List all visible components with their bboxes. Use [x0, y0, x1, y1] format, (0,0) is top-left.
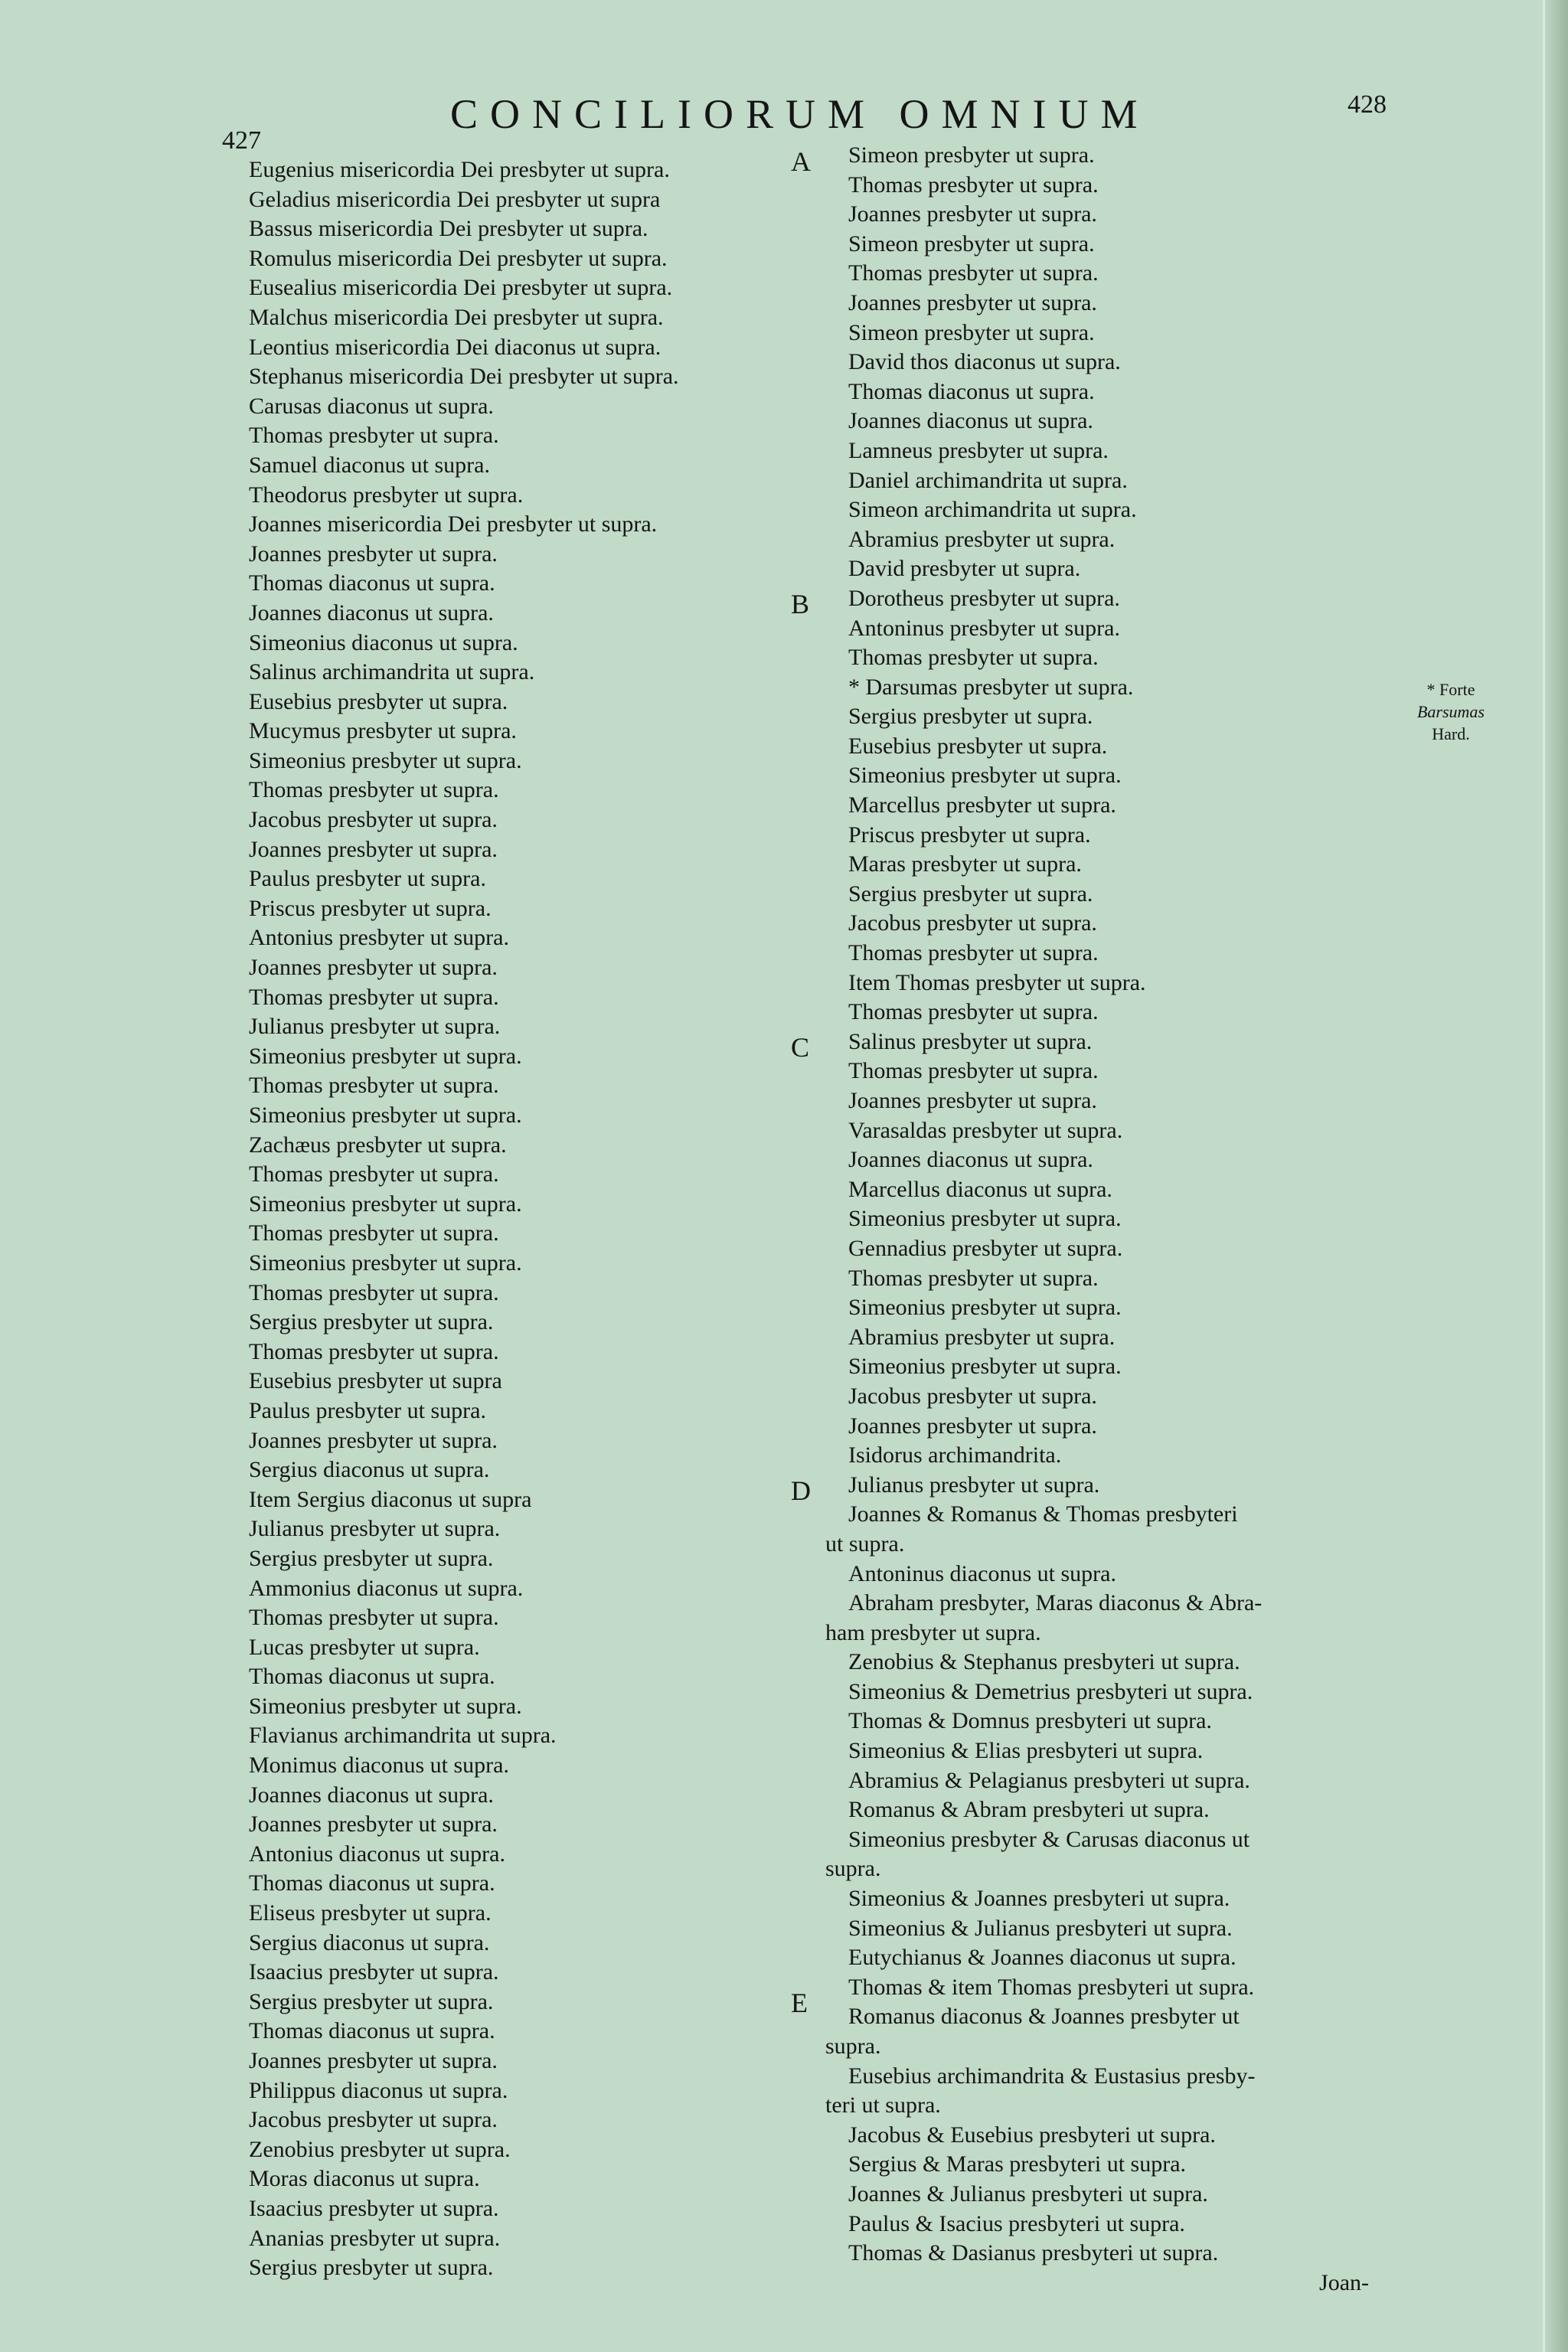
entry-line: Ananias presbyter ut supra.	[249, 2225, 501, 2251]
entry-line: Thomas presbyter ut supra.	[249, 423, 499, 449]
entry-line: Priscus presbyter ut supra.	[249, 895, 492, 921]
entry-line: Joannes misericordia Dei presbyter ut supra.	[249, 511, 658, 537]
entry-line: Thomas presbyter ut supra.	[249, 1073, 499, 1099]
entry-line: Thomas diaconus ut supra.	[249, 1870, 495, 1896]
entry-line: Thomas presbyter ut supra.	[249, 1279, 499, 1305]
entry-line: Sergius presbyter ut supra.	[848, 880, 1093, 906]
entry-line: Thomas & item Thomas presbyteri ut supra.	[848, 1974, 1255, 2000]
entry-line: Eutychianus & Joannes diaconus ut supra.	[848, 1945, 1236, 1971]
entry-line: Simeonius & Julianus presbyteri ut supra.	[848, 1915, 1233, 1941]
entry-line: Moras diaconus ut supra.	[249, 2166, 480, 2192]
entry-line: Item Sergius diaconus ut supra	[249, 1486, 532, 1512]
entry-line: Theodorus presbyter ut supra.	[249, 482, 524, 508]
entry-line: Simeonius & Elias presbyteri ut supra.	[848, 1738, 1204, 1764]
entry-line: Joannes & Julianus presbyteri ut supra.	[848, 2180, 1208, 2207]
entry-line: Joannes presbyter ut supra.	[249, 1811, 498, 1838]
entry-line: Maras presbyter ut supra.	[848, 851, 1082, 877]
entry-line: Paulus & Isacius presbyteri ut supra.	[848, 2210, 1185, 2236]
entry-line: Joannes diaconus ut supra.	[249, 599, 494, 626]
entry-line: Sergius presbyter ut supra.	[848, 704, 1093, 730]
entry-line: Flavianus archimandrita ut supra.	[249, 1723, 557, 1749]
entry-line: Joannes presbyter ut supra.	[848, 289, 1097, 315]
entry-line: Zachæus presbyter ut supra.	[249, 1132, 507, 1158]
entry-line: Romulus misericordia Dei presbyter ut supra.	[249, 245, 668, 271]
entry-line: Eusebius presbyter ut supra.	[848, 733, 1108, 759]
entry-line: Dorotheus presbyter ut supra.	[848, 585, 1120, 611]
entry-line: ut supra.	[825, 1530, 905, 1557]
section-marker-e: E	[791, 1988, 808, 2018]
entry-line: Thomas presbyter ut supra.	[848, 645, 1099, 671]
entry-line: Thomas presbyter ut supra.	[249, 1605, 499, 1631]
entry-line: Sergius diaconus ut supra.	[249, 1929, 490, 1955]
entry-line: Varasaldas presbyter ut supra.	[848, 1117, 1123, 1143]
entry-line: Simeonius presbyter ut supra.	[249, 1043, 522, 1069]
entry-line: Isidorus archimandrita.	[848, 1442, 1062, 1468]
entry-line: Sergius presbyter ut supra.	[249, 1309, 494, 1335]
entry-line: Thomas presbyter ut supra.	[848, 172, 1099, 198]
entry-line: Antoninus diaconus ut supra.	[848, 1560, 1116, 1586]
entry-line: David thos diaconus ut supra.	[848, 349, 1121, 375]
entry-line: Salinus presbyter ut supra.	[848, 1028, 1093, 1054]
entry-line: Romanus & Abram presbyteri ut supra.	[848, 1797, 1210, 1823]
entry-line: Joan-	[1319, 2269, 1369, 2295]
entry-line: Eusebius archimandrita & Eustasius presby-	[848, 2063, 1256, 2089]
entry-line: Thomas & Domnus presbyteri ut supra.	[848, 1708, 1212, 1734]
entry-line: Carusas diaconus ut supra.	[249, 393, 494, 419]
entry-line: Geladius misericordia Dei presbyter ut supra	[249, 186, 661, 212]
section-marker-a: A	[791, 146, 811, 177]
entry-line: Thomas diaconus ut supra.	[249, 1664, 495, 1690]
running-title: CONCILIORUM OMNIUM	[450, 91, 1150, 137]
entry-line: Philippus diaconus ut supra.	[249, 2077, 508, 2103]
entry-line: Abramius presbyter ut supra.	[848, 1324, 1116, 1350]
entry-line: Marcellus presbyter ut supra.	[848, 792, 1116, 818]
entry-line: Thomas diaconus ut supra.	[249, 570, 495, 596]
entry-line: Simeonius presbyter ut supra.	[249, 1250, 522, 1276]
entry-line: Joannes diaconus ut supra.	[848, 1147, 1093, 1173]
entry-line: supra.	[825, 1856, 881, 1882]
entry-line: Mucymus presbyter ut supra.	[249, 718, 517, 744]
entry-line: Malchus misericordia Dei presbyter ut supra.	[249, 304, 664, 330]
entry-line: Joannes presbyter ut supra.	[249, 955, 498, 981]
entry-line: Simeonius presbyter & Carusas diaconus ut	[848, 1826, 1250, 1852]
entry-line: Simeonius presbyter ut supra.	[249, 1693, 522, 1719]
right-page-number: 428	[1348, 90, 1387, 119]
entry-line: Sergius diaconus ut supra.	[249, 1457, 490, 1483]
entry-line: Antoninus presbyter ut supra.	[848, 615, 1120, 641]
entry-line: Thomas presbyter ut supra.	[848, 260, 1099, 286]
page-edge-line	[1543, 0, 1545, 2352]
entry-line: Isaacius presbyter ut supra.	[249, 2195, 499, 2221]
entry-line: Jacobus & Eusebius presbyteri ut supra.	[848, 2122, 1216, 2148]
entry-line: Eusebius presbyter ut supra.	[249, 688, 508, 714]
entry-line: Joannes diaconus ut supra.	[249, 1782, 494, 1808]
entry-line: Monimus diaconus ut supra.	[249, 1753, 509, 1779]
entry-line: Joannes diaconus ut supra.	[848, 408, 1093, 434]
section-marker-c: C	[791, 1032, 810, 1063]
margin-note	[1393, 678, 1508, 745]
entry-line: supra.	[825, 2034, 881, 2059]
entry-line: Julianus presbyter ut supra.	[249, 1516, 501, 1542]
entry-line: Leontius misericordia Dei diaconus ut supra.	[249, 334, 662, 360]
entry-line: Romanus diaconus & Joannes presbyter ut	[848, 2004, 1240, 2030]
entry-line: Eliseus presbyter ut supra.	[249, 1900, 492, 1926]
entry-line: Samuel diaconus ut supra.	[249, 452, 490, 478]
entry-line: Eusealius misericordia Dei presbyter ut supra.	[249, 275, 673, 301]
entry-line: Joannes presbyter ut supra.	[848, 201, 1097, 227]
entry-line: Joannes & Romanus & Thomas presbyteri	[848, 1501, 1238, 1527]
entry-line: Jacobus presbyter ut supra.	[848, 910, 1097, 936]
entry-line: Antonius diaconus ut supra.	[249, 1841, 505, 1867]
entry-line: Joannes presbyter ut supra.	[249, 2048, 498, 2073]
entry-line: Joannes presbyter ut supra.	[848, 1413, 1097, 1439]
entry-line: Jacobus presbyter ut supra.	[249, 807, 498, 833]
entry-line: Simeonius & Joannes presbyteri ut supra.	[848, 1886, 1230, 1912]
entry-line: Julianus presbyter ut supra.	[249, 1014, 501, 1040]
entry-line: Zenobius & Stephanus presbyteri ut supra.	[848, 1649, 1240, 1675]
entry-line: Jacobus presbyter ut supra.	[848, 1383, 1097, 1409]
entry-line: Bassus misericordia Dei presbyter ut supra.	[249, 216, 648, 242]
entry-line: Thomas presbyter ut supra.	[848, 1058, 1099, 1084]
entry-line: Abraham presbyter, Maras diaconus & Abra-	[848, 1590, 1263, 1616]
entry-line: Lucas presbyter ut supra.	[249, 1634, 480, 1660]
page-edge-shadow	[1542, 0, 1568, 2352]
section-marker-b: B	[791, 589, 810, 619]
entry-line: Thomas presbyter ut supra.	[249, 777, 499, 803]
left-page-number: 427	[222, 126, 261, 155]
right-column	[825, 141, 1415, 2298]
entry-line: Simeonius presbyter ut supra.	[249, 747, 522, 773]
entry-line: Zenobius presbyter ut supra.	[249, 2136, 511, 2162]
entry-line: Marcellus diaconus ut supra.	[848, 1176, 1112, 1202]
entry-line: Thomas & Dasianus presbyteri ut supra.	[848, 2240, 1219, 2266]
entry-line: Simeon archimandrita ut supra.	[848, 497, 1137, 523]
entry-line: Simeon presbyter ut supra.	[848, 319, 1095, 345]
entry-line: Antonius presbyter ut supra.	[249, 925, 509, 951]
entry-line: Thomas presbyter ut supra.	[848, 999, 1099, 1025]
entry-line: Sergius presbyter ut supra.	[249, 1545, 494, 1571]
section-marker-d: D	[791, 1475, 811, 1506]
entry-line: Simeonius presbyter ut supra.	[848, 1354, 1122, 1380]
entry-line: Simeon presbyter ut supra.	[848, 142, 1095, 168]
entry-line: Thomas presbyter ut supra.	[249, 1161, 499, 1187]
entry-line: Simeonius presbyter ut supra.	[249, 1102, 522, 1128]
entry-line: Julianus presbyter ut supra.	[848, 1472, 1100, 1498]
entry-line: Joannes presbyter ut supra.	[249, 836, 498, 862]
entry-line: Sergius & Maras presbyteri ut supra.	[848, 2151, 1187, 2177]
entry-line: Jacobus presbyter ut supra.	[249, 2107, 498, 2133]
entry-line: Thomas diaconus ut supra.	[249, 2018, 495, 2044]
entry-line: Abramius & Pelagianus presbyteri ut supra.	[848, 1767, 1250, 1793]
entry-line: teri ut supra.	[825, 2092, 941, 2118]
left-column	[249, 155, 792, 2283]
entry-line: Thomas presbyter ut supra.	[249, 984, 499, 1010]
entry-line: Paulus presbyter ut supra.	[249, 1397, 486, 1423]
entry-line: Thomas diaconus ut supra.	[848, 378, 1095, 404]
entry-line: * Darsumas presbyter ut supra.	[848, 674, 1134, 700]
entry-line: Ammonius diaconus ut supra.	[249, 1575, 524, 1601]
entry-line: Joannes presbyter ut supra.	[848, 1088, 1097, 1113]
entry-line: ham presbyter ut supra.	[825, 1619, 1041, 1645]
entry-line: Simeonius presbyter ut supra.	[848, 763, 1122, 789]
margin-note-line: * Forte	[1426, 680, 1475, 699]
entry-line: Thomas presbyter ut supra.	[249, 1338, 499, 1364]
entry-line: Salinus archimandrita ut supra.	[249, 659, 535, 685]
entry-line: Isaacius presbyter ut supra.	[249, 1959, 499, 1985]
entry-line: Sergius presbyter ut supra.	[249, 1988, 494, 2014]
entry-line: Stephanus misericordia Dei presbyter ut supra.	[249, 364, 679, 390]
entry-line: Joannes presbyter ut supra.	[249, 541, 498, 567]
entry-line: Joannes presbyter ut supra.	[249, 1427, 498, 1453]
entry-line: Daniel archimandrita ut supra.	[848, 467, 1128, 493]
entry-line: Gennadius presbyter ut supra.	[848, 1235, 1123, 1261]
margin-note-line: Barsumas	[1416, 702, 1485, 721]
entry-line: Simeonius & Demetrius presbyteri ut supra.	[848, 1678, 1253, 1704]
entry-line: Priscus presbyter ut supra.	[848, 822, 1091, 848]
entry-line: Abramius presbyter ut supra.	[848, 526, 1116, 552]
entry-line: Thomas presbyter ut supra.	[848, 1265, 1099, 1291]
entry-line: Simeonius diaconus ut supra.	[249, 629, 518, 655]
entry-line: Simeonius presbyter ut supra.	[249, 1191, 522, 1217]
entry-line: Lamneus presbyter ut supra.	[848, 437, 1109, 463]
margin-note-line: Hard.	[1432, 724, 1470, 743]
entry-line: Item Thomas presbyter ut supra.	[848, 969, 1146, 995]
entry-line: Simeon presbyter ut supra.	[848, 230, 1095, 256]
entry-line: Paulus presbyter ut supra.	[249, 866, 486, 892]
entry-line: Thomas presbyter ut supra.	[848, 940, 1099, 966]
entry-line: Eugenius misericordia Dei presbyter ut supra.	[249, 157, 670, 182]
entry-line: Eusebius presbyter ut supra	[249, 1368, 502, 1394]
entry-line: Thomas presbyter ut supra.	[249, 1220, 499, 1246]
entry-line: David presbyter ut supra.	[848, 556, 1081, 582]
entry-line: Simeonius presbyter ut supra.	[848, 1295, 1122, 1321]
entry-line: Simeonius presbyter ut supra.	[848, 1206, 1122, 1232]
entry-line: Sergius presbyter ut supra.	[249, 2255, 494, 2281]
